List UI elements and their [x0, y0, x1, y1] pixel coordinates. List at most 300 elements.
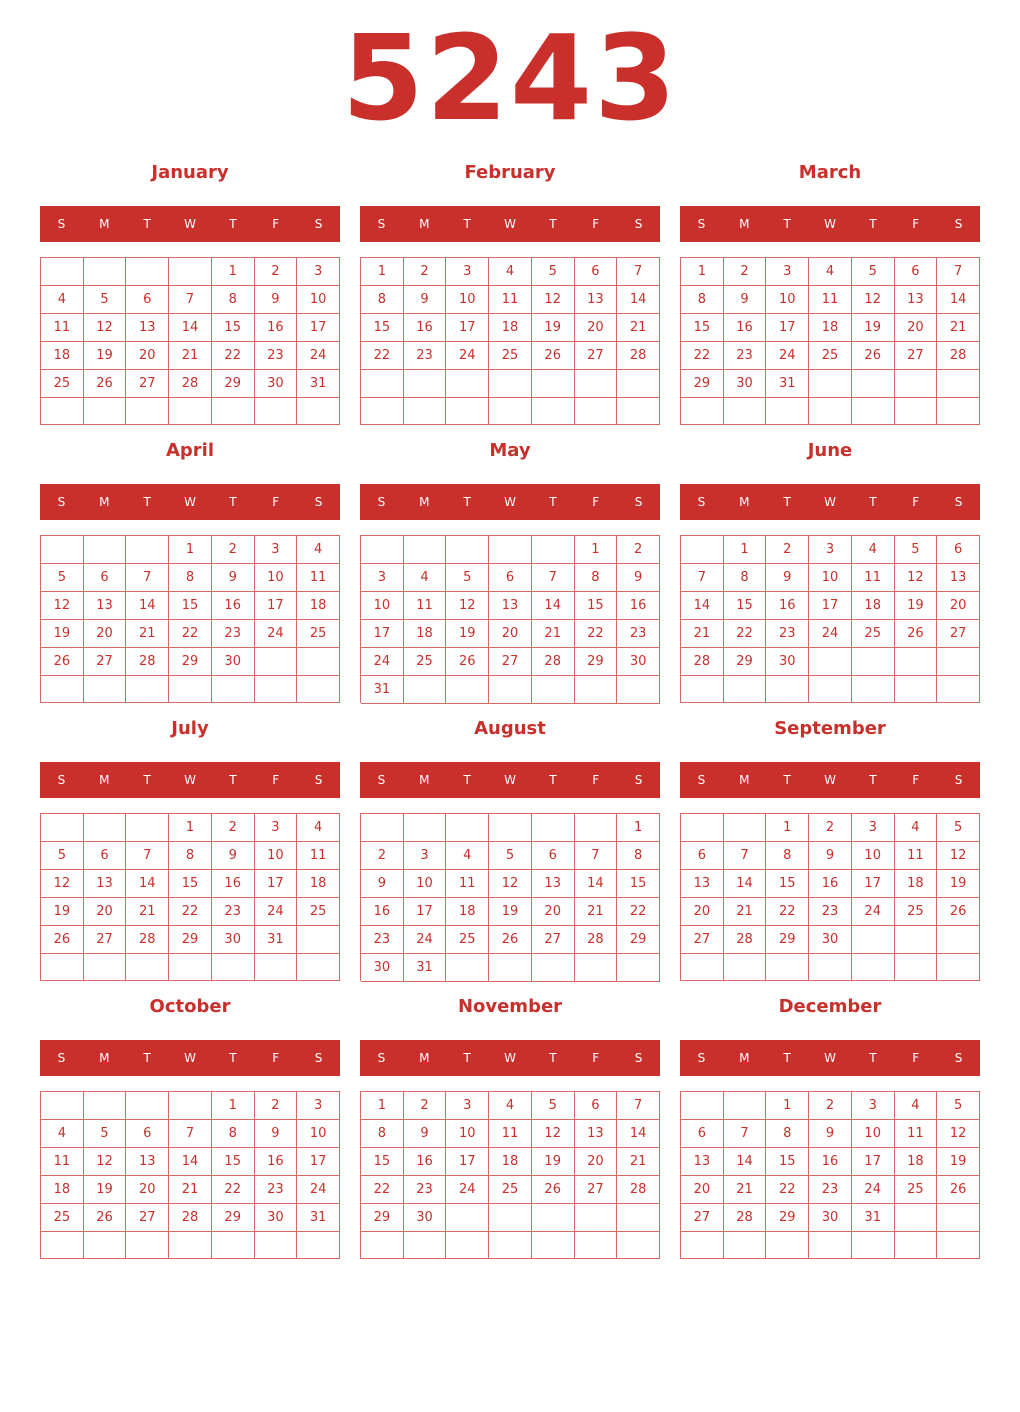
day-cell: 12: [532, 1120, 575, 1148]
weekday-label: F: [592, 495, 600, 509]
weekday-label: S: [57, 495, 66, 509]
day-cell: 16: [766, 592, 809, 620]
empty-day-cell: [937, 926, 980, 954]
day-cell: 29: [575, 648, 618, 676]
empty-day-cell: [617, 954, 660, 982]
day-cell: 7: [126, 842, 169, 870]
empty-day-cell: [852, 398, 895, 425]
weekday-label: T: [463, 773, 471, 787]
day-cell: 9: [724, 286, 767, 314]
day-cell: 26: [41, 926, 84, 954]
weekday-header: [360, 484, 660, 520]
day-cell: 26: [937, 898, 980, 926]
day-cell: 26: [84, 370, 127, 398]
weekday-label: T: [783, 217, 791, 231]
month-name: March: [798, 162, 862, 183]
weekday-label: W: [184, 773, 196, 787]
empty-day-cell: [809, 676, 852, 703]
day-cell: 30: [361, 954, 404, 982]
empty-day-cell: [489, 814, 532, 842]
day-cell: 6: [681, 1120, 724, 1148]
day-cell: 29: [169, 648, 212, 676]
empty-day-cell: [169, 1232, 212, 1259]
month-name: February: [464, 162, 556, 183]
empty-day-cell: [724, 954, 767, 981]
weekday-header: [680, 762, 980, 798]
day-cell: 9: [766, 564, 809, 592]
day-cell: 3: [852, 814, 895, 842]
weekday-label: S: [377, 495, 386, 509]
day-cell: 28: [575, 926, 618, 954]
day-cell: 25: [297, 620, 340, 648]
day-cell: 27: [489, 648, 532, 676]
day-cell: 12: [937, 842, 980, 870]
day-cell: 9: [212, 842, 255, 870]
empty-day-cell: [212, 954, 255, 981]
day-cell: 22: [617, 898, 660, 926]
day-cell: 27: [126, 370, 169, 398]
weekday-label: S: [57, 1051, 66, 1065]
day-grid: [680, 1091, 980, 1259]
weekday-label: T: [549, 217, 557, 231]
empty-day-cell: [41, 398, 84, 425]
day-cell: 20: [575, 314, 618, 342]
day-cell: 21: [937, 314, 980, 342]
empty-day-cell: [937, 954, 980, 981]
empty-day-cell: [532, 1232, 575, 1259]
day-cell: 10: [297, 286, 340, 314]
empty-day-cell: [41, 536, 84, 564]
empty-day-cell: [852, 676, 895, 703]
day-cell: 26: [532, 342, 575, 370]
empty-day-cell: [895, 370, 938, 398]
empty-day-cell: [84, 814, 127, 842]
day-cell: 21: [724, 898, 767, 926]
weekday-label: F: [272, 1051, 280, 1065]
weekday-label: F: [912, 217, 920, 231]
day-cell: 4: [446, 842, 489, 870]
day-cell: 12: [937, 1120, 980, 1148]
weekday-label: T: [463, 1051, 471, 1065]
day-cell: 18: [297, 870, 340, 898]
day-cell: 30: [212, 926, 255, 954]
empty-day-cell: [575, 370, 618, 398]
day-cell: 2: [404, 1092, 447, 1120]
day-cell: 10: [766, 286, 809, 314]
empty-day-cell: [532, 676, 575, 704]
day-cell: 21: [681, 620, 724, 648]
day-cell: 6: [937, 536, 980, 564]
day-cell: 14: [126, 870, 169, 898]
weekday-label: W: [824, 773, 836, 787]
day-cell: 29: [212, 370, 255, 398]
empty-day-cell: [937, 398, 980, 425]
empty-day-cell: [681, 954, 724, 981]
empty-day-cell: [126, 1232, 169, 1259]
empty-day-cell: [617, 398, 660, 426]
weekday-label: W: [504, 773, 516, 787]
day-cell: 14: [617, 286, 660, 314]
weekday-header: [40, 206, 340, 242]
weekday-label: T: [783, 495, 791, 509]
empty-day-cell: [84, 258, 127, 286]
day-cell: 18: [489, 314, 532, 342]
empty-day-cell: [446, 536, 489, 564]
weekday-label: S: [697, 1051, 706, 1065]
empty-day-cell: [404, 814, 447, 842]
day-cell: 8: [617, 842, 660, 870]
empty-day-cell: [212, 398, 255, 425]
weekday-label: F: [912, 1051, 920, 1065]
weekday-label: S: [377, 217, 386, 231]
empty-day-cell: [41, 1232, 84, 1259]
day-cell: 7: [724, 842, 767, 870]
empty-day-cell: [575, 1204, 618, 1232]
day-cell: 24: [255, 898, 298, 926]
day-cell: 1: [575, 536, 618, 564]
day-cell: 1: [361, 1092, 404, 1120]
day-cell: 6: [126, 286, 169, 314]
day-cell: 20: [84, 620, 127, 648]
day-cell: 29: [724, 648, 767, 676]
weekday-label: T: [783, 1051, 791, 1065]
weekday-label: T: [229, 495, 237, 509]
year-title: 5243: [341, 9, 679, 147]
day-cell: 3: [404, 842, 447, 870]
day-cell: 24: [404, 926, 447, 954]
day-cell: 25: [404, 648, 447, 676]
day-cell: 3: [809, 536, 852, 564]
day-cell: 22: [575, 620, 618, 648]
month-name: May: [489, 440, 531, 461]
day-cell: 28: [169, 370, 212, 398]
empty-day-cell: [617, 370, 660, 398]
day-cell: 4: [41, 286, 84, 314]
empty-day-cell: [489, 1232, 532, 1259]
day-cell: 23: [255, 1176, 298, 1204]
empty-day-cell: [361, 370, 404, 398]
empty-day-cell: [681, 536, 724, 564]
day-grid: [680, 813, 980, 981]
day-cell: 8: [724, 564, 767, 592]
weekday-label: S: [377, 1051, 386, 1065]
day-cell: 19: [41, 620, 84, 648]
day-cell: 19: [937, 1148, 980, 1176]
weekday-label: S: [697, 495, 706, 509]
day-cell: 11: [297, 842, 340, 870]
day-grid: [680, 257, 980, 425]
day-cell: 25: [446, 926, 489, 954]
weekday-label: M: [99, 217, 110, 231]
day-cell: 12: [532, 286, 575, 314]
weekday-label: T: [783, 773, 791, 787]
empty-day-cell: [681, 814, 724, 842]
day-cell: 17: [446, 314, 489, 342]
day-cell: 13: [575, 286, 618, 314]
day-cell: 24: [809, 620, 852, 648]
day-cell: 27: [937, 620, 980, 648]
day-cell: 1: [212, 1092, 255, 1120]
day-cell: 31: [297, 370, 340, 398]
weekday-label: T: [869, 495, 877, 509]
day-cell: 11: [404, 592, 447, 620]
empty-day-cell: [169, 258, 212, 286]
day-cell: 18: [895, 1148, 938, 1176]
empty-day-cell: [446, 1232, 489, 1259]
day-cell: 19: [489, 898, 532, 926]
empty-day-cell: [41, 814, 84, 842]
day-cell: 24: [766, 342, 809, 370]
day-cell: 19: [532, 314, 575, 342]
empty-day-cell: [766, 954, 809, 981]
empty-day-cell: [809, 1232, 852, 1259]
day-cell: 3: [446, 1092, 489, 1120]
empty-day-cell: [489, 1204, 532, 1232]
day-cell: 31: [361, 676, 404, 704]
day-cell: 15: [766, 1148, 809, 1176]
day-grid: [40, 813, 340, 981]
day-cell: 6: [84, 564, 127, 592]
weekday-label: T: [229, 217, 237, 231]
day-cell: 20: [937, 592, 980, 620]
day-cell: 3: [297, 258, 340, 286]
empty-day-cell: [255, 398, 298, 425]
day-cell: 13: [575, 1120, 618, 1148]
day-grid: [40, 1091, 340, 1259]
weekday-label: W: [504, 495, 516, 509]
empty-day-cell: [724, 398, 767, 425]
empty-day-cell: [532, 1204, 575, 1232]
day-cell: 20: [126, 342, 169, 370]
day-cell: 25: [895, 898, 938, 926]
day-cell: 26: [852, 342, 895, 370]
day-cell: 22: [724, 620, 767, 648]
day-cell: 8: [212, 1120, 255, 1148]
day-cell: 28: [532, 648, 575, 676]
empty-day-cell: [404, 370, 447, 398]
month-name: January: [151, 162, 229, 183]
day-cell: 24: [446, 1176, 489, 1204]
day-cell: 28: [617, 342, 660, 370]
day-cell: 9: [404, 1120, 447, 1148]
day-cell: 2: [617, 536, 660, 564]
day-cell: 2: [766, 536, 809, 564]
empty-day-cell: [937, 676, 980, 703]
day-cell: 25: [489, 1176, 532, 1204]
empty-day-cell: [84, 1092, 127, 1120]
day-cell: 10: [255, 842, 298, 870]
weekday-label: M: [419, 495, 430, 509]
day-cell: 9: [361, 870, 404, 898]
day-cell: 3: [852, 1092, 895, 1120]
empty-day-cell: [852, 926, 895, 954]
empty-day-cell: [532, 814, 575, 842]
weekday-label: M: [99, 1051, 110, 1065]
weekday-label: F: [272, 217, 280, 231]
day-cell: 8: [681, 286, 724, 314]
day-cell: 4: [297, 814, 340, 842]
day-cell: 11: [895, 842, 938, 870]
day-cell: 7: [681, 564, 724, 592]
day-cell: 1: [169, 814, 212, 842]
empty-day-cell: [532, 536, 575, 564]
day-cell: 2: [212, 814, 255, 842]
empty-day-cell: [681, 676, 724, 703]
day-cell: 19: [84, 342, 127, 370]
weekday-label: F: [592, 217, 600, 231]
day-cell: 16: [255, 314, 298, 342]
day-cell: 24: [361, 648, 404, 676]
day-cell: 5: [532, 258, 575, 286]
empty-day-cell: [489, 676, 532, 704]
empty-day-cell: [724, 814, 767, 842]
empty-day-cell: [255, 676, 298, 703]
day-cell: 6: [489, 564, 532, 592]
empty-day-cell: [532, 954, 575, 982]
day-cell: 19: [41, 898, 84, 926]
weekday-label: W: [824, 217, 836, 231]
day-cell: 12: [84, 314, 127, 342]
day-cell: 4: [852, 536, 895, 564]
day-cell: 15: [361, 1148, 404, 1176]
day-cell: 7: [532, 564, 575, 592]
day-cell: 9: [404, 286, 447, 314]
day-cell: 30: [617, 648, 660, 676]
day-cell: 3: [446, 258, 489, 286]
day-cell: 23: [404, 342, 447, 370]
day-cell: 21: [724, 1176, 767, 1204]
day-cell: 16: [404, 1148, 447, 1176]
day-cell: 5: [446, 564, 489, 592]
month-name: July: [171, 718, 209, 739]
month-name: April: [165, 440, 215, 461]
weekday-label: T: [869, 217, 877, 231]
empty-day-cell: [809, 648, 852, 676]
day-cell: 1: [617, 814, 660, 842]
month-name: October: [149, 996, 231, 1017]
day-cell: 29: [681, 370, 724, 398]
day-cell: 21: [575, 898, 618, 926]
day-cell: 28: [126, 926, 169, 954]
day-cell: 20: [532, 898, 575, 926]
day-cell: 13: [681, 1148, 724, 1176]
empty-day-cell: [169, 1092, 212, 1120]
day-cell: 1: [681, 258, 724, 286]
day-cell: 4: [895, 814, 938, 842]
weekday-label: M: [419, 773, 430, 787]
empty-day-cell: [41, 258, 84, 286]
empty-day-cell: [169, 398, 212, 425]
weekday-label: M: [739, 773, 750, 787]
day-cell: 5: [84, 286, 127, 314]
day-cell: 4: [41, 1120, 84, 1148]
empty-day-cell: [532, 398, 575, 426]
empty-day-cell: [681, 1092, 724, 1120]
day-cell: 9: [809, 1120, 852, 1148]
day-cell: 23: [255, 342, 298, 370]
day-cell: 12: [489, 870, 532, 898]
day-cell: 10: [297, 1120, 340, 1148]
empty-day-cell: [852, 648, 895, 676]
empty-day-cell: [212, 1232, 255, 1259]
day-cell: 7: [169, 1120, 212, 1148]
day-cell: 15: [212, 1148, 255, 1176]
day-cell: 26: [84, 1204, 127, 1232]
empty-day-cell: [575, 398, 618, 426]
day-cell: 19: [84, 1176, 127, 1204]
day-cell: 3: [766, 258, 809, 286]
day-cell: 20: [575, 1148, 618, 1176]
day-cell: 10: [809, 564, 852, 592]
day-cell: 19: [852, 314, 895, 342]
empty-day-cell: [724, 1092, 767, 1120]
day-cell: 1: [361, 258, 404, 286]
day-cell: 21: [126, 898, 169, 926]
day-cell: 16: [404, 314, 447, 342]
day-cell: 24: [255, 620, 298, 648]
day-cell: 31: [255, 926, 298, 954]
empty-day-cell: [681, 1232, 724, 1259]
day-cell: 30: [809, 1204, 852, 1232]
weekday-header: [680, 484, 980, 520]
empty-day-cell: [297, 954, 340, 981]
day-cell: 22: [766, 898, 809, 926]
day-cell: 27: [84, 648, 127, 676]
day-cell: 23: [809, 1176, 852, 1204]
empty-day-cell: [255, 1232, 298, 1259]
day-cell: 11: [446, 870, 489, 898]
empty-day-cell: [575, 954, 618, 982]
empty-day-cell: [724, 676, 767, 703]
day-cell: 18: [489, 1148, 532, 1176]
weekday-label: S: [634, 217, 643, 231]
weekday-label: T: [229, 1051, 237, 1065]
weekday-label: F: [912, 495, 920, 509]
empty-day-cell: [489, 370, 532, 398]
day-cell: 30: [766, 648, 809, 676]
day-cell: 7: [126, 564, 169, 592]
day-cell: 23: [404, 1176, 447, 1204]
empty-day-cell: [937, 370, 980, 398]
day-cell: 9: [617, 564, 660, 592]
day-cell: 10: [404, 870, 447, 898]
weekday-label: W: [184, 1051, 196, 1065]
day-cell: 26: [41, 648, 84, 676]
day-cell: 26: [895, 620, 938, 648]
weekday-header: [360, 1040, 660, 1076]
empty-day-cell: [297, 398, 340, 425]
day-cell: 26: [937, 1176, 980, 1204]
day-cell: 16: [809, 1148, 852, 1176]
day-cell: 6: [575, 1092, 618, 1120]
day-cell: 27: [84, 926, 127, 954]
empty-day-cell: [404, 536, 447, 564]
weekday-label: T: [143, 495, 151, 509]
day-cell: 2: [809, 814, 852, 842]
empty-day-cell: [766, 1232, 809, 1259]
day-cell: 27: [681, 1204, 724, 1232]
day-cell: 2: [361, 842, 404, 870]
day-cell: 4: [895, 1092, 938, 1120]
empty-day-cell: [212, 676, 255, 703]
weekday-label: T: [463, 495, 471, 509]
day-cell: 5: [532, 1092, 575, 1120]
empty-day-cell: [895, 1204, 938, 1232]
day-cell: 18: [809, 314, 852, 342]
day-cell: 1: [724, 536, 767, 564]
empty-day-cell: [575, 1232, 618, 1259]
empty-day-cell: [84, 536, 127, 564]
